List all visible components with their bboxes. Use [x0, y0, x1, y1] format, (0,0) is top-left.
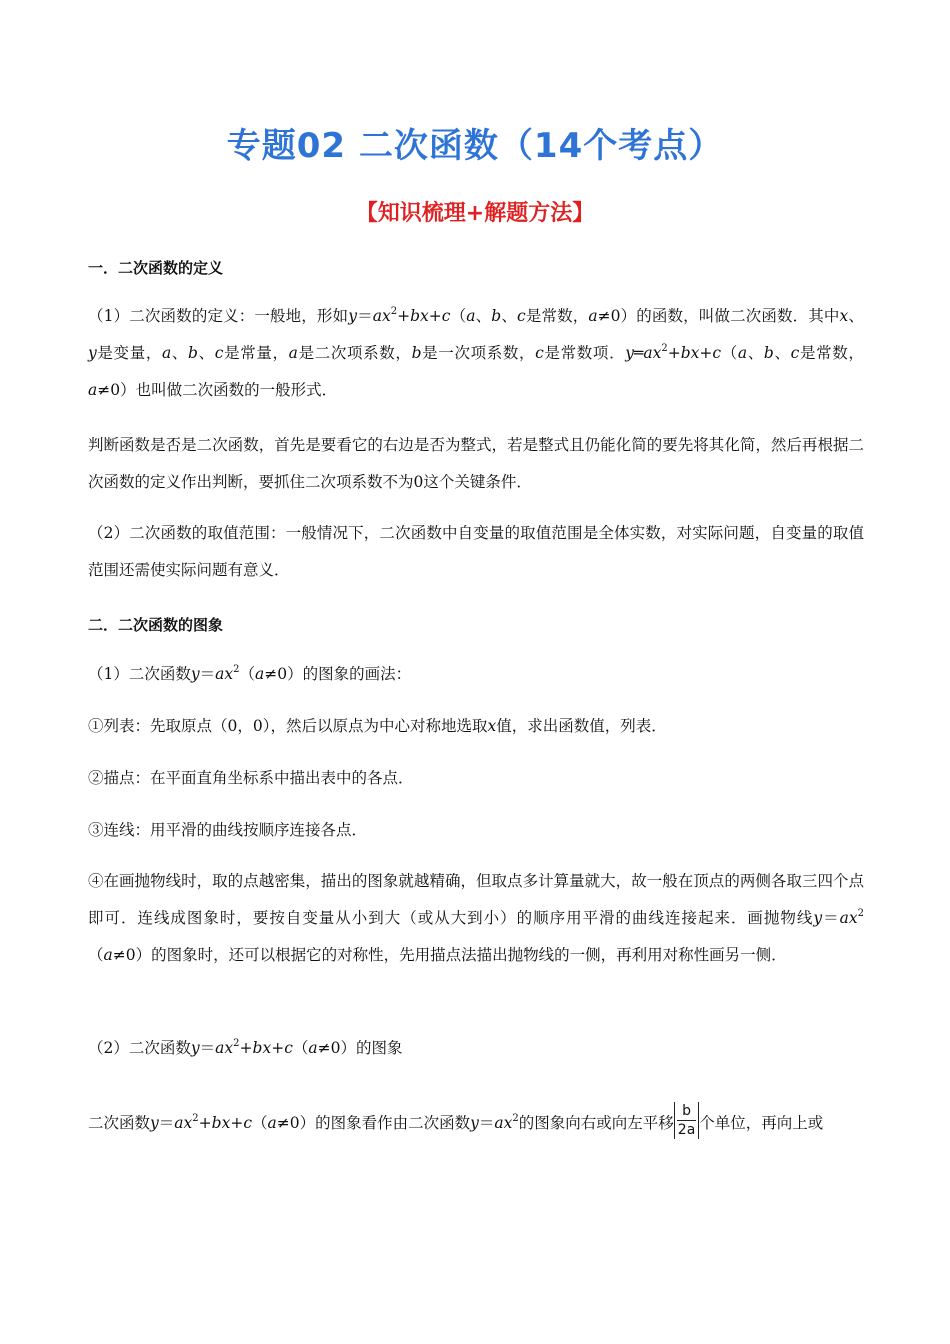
page-subtitle: 【知识梳理+解题方法】 — [355, 201, 595, 226]
paragraph-translation — [88, 1102, 864, 1143]
text-run: （1）二次函数的定义：一般地，形如 — [88, 307, 349, 325]
math-var: y — [813, 909, 823, 927]
text-run: ＝ — [356, 307, 373, 325]
math-var: a — [588, 307, 598, 325]
superscript: 2 — [857, 908, 864, 919]
math-var: a — [255, 665, 265, 683]
step-plot-points: ②描点：在平面直角坐标系中描出表中的各点． — [88, 769, 414, 787]
text-run: 是常数， — [525, 307, 589, 325]
text-run: ＝ — [822, 909, 840, 927]
math-var: c — [535, 344, 544, 362]
math-var: c — [517, 307, 526, 325]
text-run: 是一次项系数， — [421, 344, 536, 362]
text-run: ≠0）也叫做二次函数的一般形式． — [97, 381, 338, 399]
abs-fraction-b-over-2a — [674, 1102, 700, 1139]
text-run: ④在画抛物线时，取的点越密集，描出的图象就越精确，但取点多计算量就大，故一般在顶点的两侧各取三四个点即可．连线成图象时，要按自变量从小到大（或从大到小）的顺序用平滑的曲线连接起来．画抛物线 — [88, 872, 864, 927]
text-run: 、 — [773, 344, 791, 362]
text-run: （ — [450, 307, 467, 325]
paragraph-judgement: 判断函数是否是二次函数，首先是要看它的右边是否为整式，若是整式且仍能化简的要先将其化简，然后再根据二次函数的定义作出判断，要抓住二次项系数不为0这个关键条件． — [88, 436, 864, 491]
superscript: 2 — [233, 1038, 240, 1049]
text-run: 、 — [848, 307, 864, 325]
math-var: a — [466, 307, 476, 325]
section-heading-definition: 一．二次函数的定义 — [88, 259, 224, 277]
text-run: （ — [292, 1039, 309, 1057]
text-run: （2）二次函数 — [88, 1039, 191, 1057]
math-var: x — [839, 307, 849, 325]
math-var: ax — [174, 1114, 193, 1132]
math-var: ax — [372, 307, 391, 325]
paragraph-definition — [88, 298, 864, 409]
text-run: ═ — [634, 344, 644, 362]
superscript: 2 — [390, 306, 398, 317]
text-run: （ — [721, 344, 738, 362]
math-var: ax — [215, 665, 234, 683]
section-heading-graph: 二．二次函数的图象 — [88, 616, 224, 634]
math-var: a — [308, 1039, 318, 1057]
text-run: 的图象向右或向左平移 — [518, 1114, 674, 1132]
superscript: 2 — [233, 664, 240, 675]
math-var: b — [411, 344, 422, 362]
math-var: ax — [494, 1114, 513, 1132]
math-var: y — [348, 307, 357, 325]
math-var: y — [190, 1039, 200, 1057]
text-run: 是常数， — [799, 344, 864, 362]
text-run: （ — [252, 1114, 268, 1132]
text-run: ≠0）的函数，叫做二次函数．其中 — [597, 307, 840, 325]
text-run: 个单位，再向上或 — [699, 1114, 824, 1132]
text-run: ＝ — [199, 665, 216, 683]
text-run: + — [397, 307, 411, 325]
math-var: bx — [410, 307, 429, 325]
math-var: b — [188, 344, 198, 362]
text-run: ≠0）的图象看作由二次函数 — [276, 1114, 471, 1132]
text-run: 、 — [747, 344, 764, 362]
text-run: 、 — [475, 307, 492, 325]
text-run: 、 — [501, 307, 517, 325]
paragraph-domain: （2）二次函数的取值范围：一般情况下，二次函数中自变量的取值范围是全体实数，对实际问题，自变量的取值范围还需使实际问题有意义． — [88, 524, 864, 579]
math-var: bx — [252, 1039, 272, 1057]
math-var: x — [487, 717, 497, 735]
text-run: 值，求出函数值，列表． — [496, 717, 667, 735]
text-run: + — [699, 344, 713, 362]
text-run: 、 — [171, 344, 189, 362]
math-var: b — [491, 307, 502, 325]
superscript: 2 — [192, 1113, 199, 1124]
math-var: a — [88, 381, 98, 399]
math-var: bx — [680, 344, 700, 362]
text-run: + — [428, 307, 442, 325]
text-run: 是变量， — [96, 344, 162, 362]
paragraph-graph-method — [88, 656, 864, 693]
text-run: ≠0）的图象时，还可以根据它的对称性，先用描点法描出抛物线的一侧，再利用对称性画另一侧． — [112, 946, 787, 964]
text-run: + — [271, 1039, 285, 1057]
math-var: b — [763, 344, 774, 362]
math-var: c — [284, 1039, 293, 1057]
math-var: a — [288, 344, 298, 362]
text-run: + — [667, 344, 681, 362]
text-run: 是常数项． — [543, 344, 626, 362]
math-var: ax — [839, 909, 858, 927]
text-run: 是二次项系数， — [297, 344, 412, 362]
text-run: （ — [88, 946, 104, 964]
superscript: 2 — [661, 343, 668, 354]
text-run: ①列表：先取原点（0，0），然后以原点为中心对称地选取 — [88, 717, 488, 735]
text-run: ＝ — [478, 1114, 495, 1132]
text-run: + — [198, 1114, 212, 1132]
text-run: 、 — [197, 344, 215, 362]
step-list-table — [88, 708, 864, 745]
math-var: a — [267, 1114, 277, 1132]
step-connect-points: ③连线：用平滑的曲线按顺序连接各点． — [88, 821, 368, 839]
page-title: 专题02 二次函数（14个考点） — [226, 126, 724, 166]
text-run: ＝ — [199, 1039, 216, 1057]
text-run: 二次函数 — [88, 1114, 151, 1132]
math-var: bx — [211, 1114, 231, 1132]
text-run: （1）二次函数 — [88, 665, 191, 683]
paragraph-general-graph — [88, 1030, 864, 1067]
math-var: y — [190, 665, 200, 683]
text-run: + — [239, 1039, 253, 1057]
math-var: c — [243, 1114, 253, 1132]
text-run: + — [230, 1114, 244, 1132]
text-run: （ — [239, 665, 256, 683]
step-drawing-tips — [88, 863, 864, 974]
math-var: y — [470, 1114, 479, 1132]
math-var: a — [161, 344, 172, 362]
text-run: ≠0）的图象 — [317, 1039, 403, 1057]
math-var: y — [150, 1114, 159, 1132]
math-var: ax — [215, 1039, 234, 1057]
math-var: c — [712, 344, 722, 362]
math-var: a — [103, 946, 113, 964]
fraction-numerator: b — [677, 1102, 697, 1121]
math-var: c — [790, 344, 800, 362]
superscript: 2 — [512, 1113, 519, 1124]
math-var: y — [625, 344, 634, 362]
text-run: ≠0）的图象的画法： — [264, 665, 412, 683]
math-var: c — [441, 307, 451, 325]
math-var: y — [88, 344, 97, 362]
text-run: ＝ — [158, 1114, 175, 1132]
math-var: ax — [643, 344, 662, 362]
text-run: 是常量， — [223, 344, 289, 362]
math-var: a — [737, 344, 748, 362]
math-var: c — [214, 344, 224, 362]
fraction-denominator: 2a — [677, 1121, 696, 1138]
